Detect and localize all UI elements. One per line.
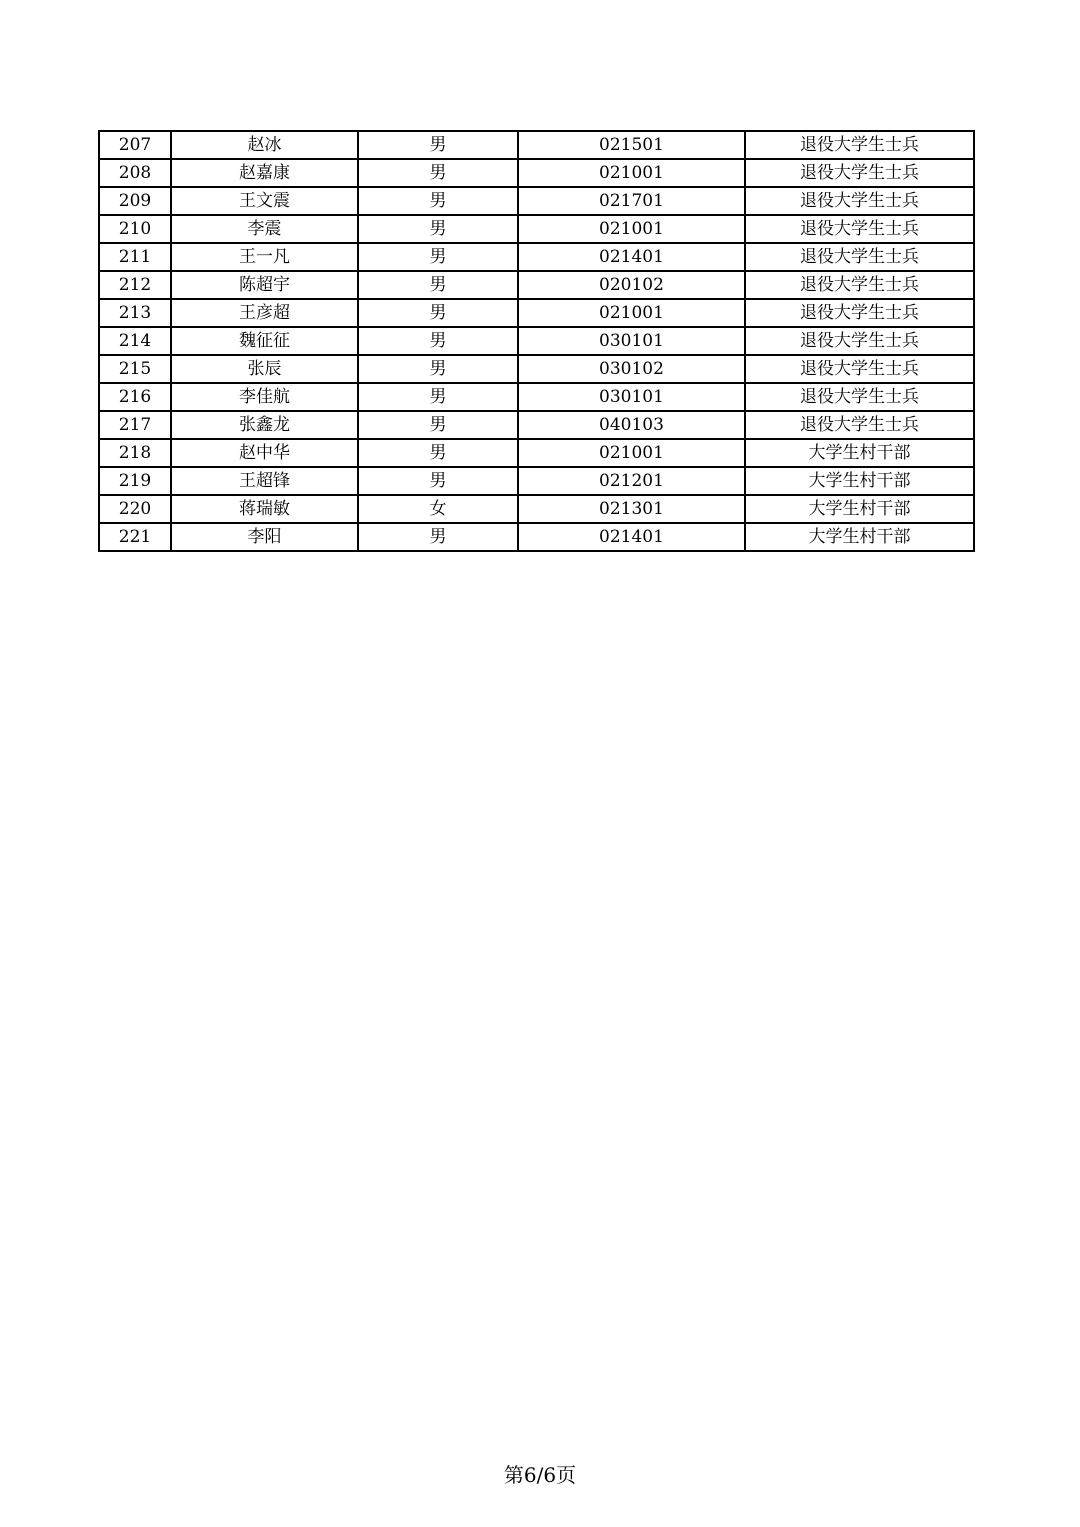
cell-number: 209 [99,187,171,215]
cell-code: 021001 [518,159,745,187]
cell-category: 退役大学生士兵 [745,327,974,355]
cell-code: 021001 [518,299,745,327]
cell-gender: 男 [358,439,518,467]
cell-category: 大学生村干部 [745,523,974,551]
cell-category: 退役大学生士兵 [745,355,974,383]
cell-name: 王文震 [171,187,358,215]
cell-gender: 男 [358,215,518,243]
cell-number: 219 [99,467,171,495]
table-row [99,355,974,383]
cell-category: 大学生村干部 [745,467,974,495]
cell-gender: 男 [358,271,518,299]
cell-number: 215 [99,355,171,383]
cell-gender: 男 [358,383,518,411]
cell-gender: 男 [358,299,518,327]
cell-number: 214 [99,327,171,355]
table-row [99,439,974,467]
cell-code: 030102 [518,355,745,383]
cell-code: 020102 [518,271,745,299]
cell-category: 大学生村干部 [745,495,974,523]
table-row [99,299,974,327]
cell-gender: 男 [358,187,518,215]
cell-gender: 男 [358,159,518,187]
table-row [99,327,974,355]
cell-name: 李震 [171,215,358,243]
cell-gender: 男 [358,467,518,495]
cell-gender: 男 [358,327,518,355]
cell-name: 张鑫龙 [171,411,358,439]
cell-category: 退役大学生士兵 [745,299,974,327]
cell-name: 王超锋 [171,467,358,495]
cell-category: 退役大学生士兵 [745,131,974,159]
cell-category: 退役大学生士兵 [745,383,974,411]
cell-number: 211 [99,243,171,271]
table-row [99,159,974,187]
cell-code: 030101 [518,327,745,355]
cell-code: 021001 [518,439,745,467]
cell-name: 王一凡 [171,243,358,271]
cell-code: 021701 [518,187,745,215]
cell-code: 021401 [518,243,745,271]
cell-code: 021201 [518,467,745,495]
cell-gender: 男 [358,411,518,439]
cell-name: 张辰 [171,355,358,383]
cell-name: 李佳航 [171,383,358,411]
cell-number: 212 [99,271,171,299]
cell-category: 退役大学生士兵 [745,243,974,271]
table-row [99,131,974,159]
cell-gender: 女 [358,495,518,523]
cell-name: 赵中华 [171,439,358,467]
cell-number: 220 [99,495,171,523]
cell-category: 退役大学生士兵 [745,271,974,299]
cell-name: 蒋瑞敏 [171,495,358,523]
table-row [99,187,974,215]
cell-gender: 男 [358,355,518,383]
cell-number: 217 [99,411,171,439]
cell-code: 030101 [518,383,745,411]
cell-name: 赵嘉康 [171,159,358,187]
table-row [99,523,974,551]
table-row [99,411,974,439]
table-row [99,271,974,299]
cell-name: 王彦超 [171,299,358,327]
table-row [99,215,974,243]
cell-name: 魏征征 [171,327,358,355]
cell-category: 退役大学生士兵 [745,215,974,243]
cell-gender: 男 [358,243,518,271]
cell-code: 040103 [518,411,745,439]
cell-gender: 男 [358,523,518,551]
table-row [99,383,974,411]
table-row [99,467,974,495]
cell-category: 大学生村干部 [745,439,974,467]
cell-gender: 男 [358,131,518,159]
cell-category: 退役大学生士兵 [745,187,974,215]
page-number: 第6/6页 [503,1463,577,1487]
table-row [99,495,974,523]
cell-name: 陈超宇 [171,271,358,299]
cell-number: 207 [99,131,171,159]
cell-name: 李阳 [171,523,358,551]
cell-category: 退役大学生士兵 [745,159,974,187]
cell-number: 208 [99,159,171,187]
roster-table-body [99,131,974,551]
cell-code: 021001 [518,215,745,243]
roster-table [98,130,975,552]
cell-number: 210 [99,215,171,243]
table-row [99,243,974,271]
cell-code: 021401 [518,523,745,551]
cell-number: 218 [99,439,171,467]
cell-number: 221 [99,523,171,551]
cell-number: 216 [99,383,171,411]
cell-code: 021501 [518,131,745,159]
cell-category: 退役大学生士兵 [745,411,974,439]
cell-code: 021301 [518,495,745,523]
cell-number: 213 [99,299,171,327]
cell-name: 赵冰 [171,131,358,159]
